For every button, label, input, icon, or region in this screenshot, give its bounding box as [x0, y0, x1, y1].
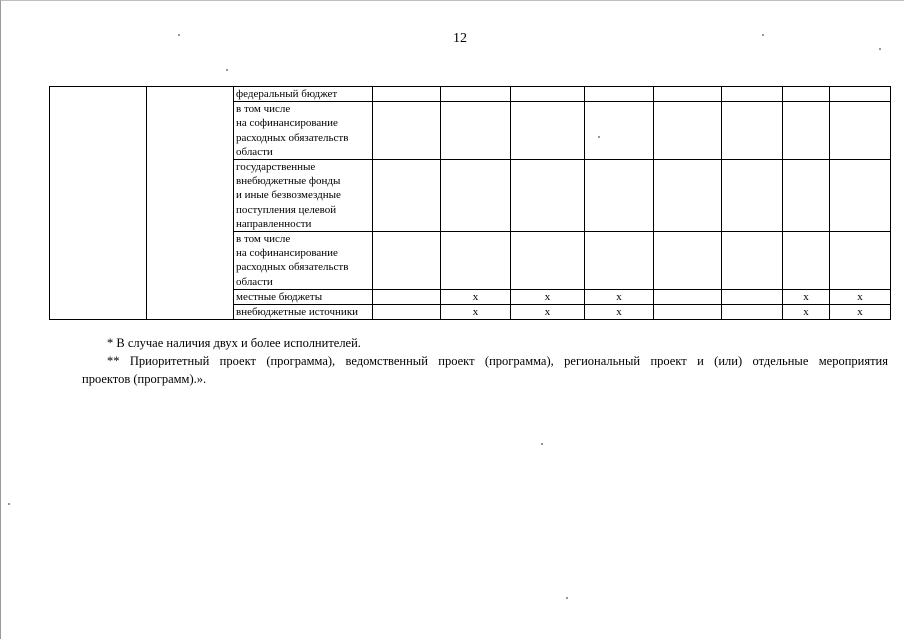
- value-cell: [373, 232, 441, 290]
- footnote-projects: ** Приоритетный проект (программа), ведомственный проект (программа), региональный проект и (или) отдельные мероприятия: [107, 354, 888, 368]
- value-cell: [441, 87, 511, 102]
- value-cell: [585, 102, 654, 160]
- value-cell: [585, 232, 654, 290]
- value-cell: [373, 87, 441, 102]
- value-cell: [441, 102, 511, 160]
- value-cell: [654, 160, 722, 232]
- scan-speck: [226, 69, 228, 71]
- source-label: внебюджетные источники: [234, 305, 373, 320]
- value-cell: [722, 102, 783, 160]
- value-cell: [654, 289, 722, 304]
- value-cell: [830, 232, 891, 290]
- scan-speck: [541, 443, 543, 445]
- footnotes: [82, 334, 888, 388]
- footnote-executors: * В случае наличия двух и более исполнителей.: [107, 336, 361, 350]
- value-cell: [830, 160, 891, 232]
- value-cell: [654, 102, 722, 160]
- value-cell: x: [441, 289, 511, 304]
- value-cell: [783, 102, 830, 160]
- value-cell: [585, 87, 654, 102]
- value-cell: x: [783, 289, 830, 304]
- value-cell: [722, 160, 783, 232]
- scan-speck: [8, 503, 10, 505]
- value-cell: [511, 232, 585, 290]
- value-cell: [373, 160, 441, 232]
- value-cell: [722, 87, 783, 102]
- scan-speck: [879, 48, 881, 50]
- value-cell: [654, 87, 722, 102]
- value-cell: x: [511, 305, 585, 320]
- value-cell: [783, 160, 830, 232]
- value-cell: [783, 87, 830, 102]
- merged-cell-col1: [50, 87, 147, 320]
- source-label: местные бюджеты: [234, 289, 373, 304]
- value-cell: [441, 232, 511, 290]
- scan-speck: [598, 136, 600, 138]
- value-cell: [511, 102, 585, 160]
- value-cell: [373, 102, 441, 160]
- value-cell: [722, 232, 783, 290]
- value-cell: x: [585, 289, 654, 304]
- value-cell: [585, 160, 654, 232]
- value-cell: x: [441, 305, 511, 320]
- merged-cell-col2: [147, 87, 234, 320]
- value-cell: [722, 289, 783, 304]
- scan-speck: [762, 34, 764, 36]
- value-cell: x: [830, 289, 891, 304]
- scan-speck: [566, 597, 568, 599]
- source-label: в том числе на софинансирование расходных обязательств области: [234, 232, 373, 290]
- table-row: [50, 87, 891, 102]
- value-cell: [441, 160, 511, 232]
- source-label: в том числе на софинансирование расходных обязательств области: [234, 102, 373, 160]
- value-cell: x: [585, 305, 654, 320]
- value-cell: [783, 232, 830, 290]
- scan-speck: [178, 34, 180, 36]
- value-cell: [830, 87, 891, 102]
- value-cell: [511, 160, 585, 232]
- value-cell: x: [830, 305, 891, 320]
- value-cell: x: [783, 305, 830, 320]
- page-number: 12: [453, 31, 467, 46]
- value-cell: [654, 305, 722, 320]
- value-cell: [654, 232, 722, 290]
- budget-table: [49, 86, 891, 320]
- source-label: государственные внебюджетные фонды и иные безвозмездные поступления целевой направленности: [234, 160, 373, 232]
- footnote-projects-continuation: проектов (программ).».: [82, 372, 207, 386]
- value-cell: [830, 102, 891, 160]
- value-cell: [373, 289, 441, 304]
- value-cell: [511, 87, 585, 102]
- value-cell: [373, 305, 441, 320]
- value-cell: x: [511, 289, 585, 304]
- source-label: федеральный бюджет: [234, 87, 373, 102]
- value-cell: [722, 305, 783, 320]
